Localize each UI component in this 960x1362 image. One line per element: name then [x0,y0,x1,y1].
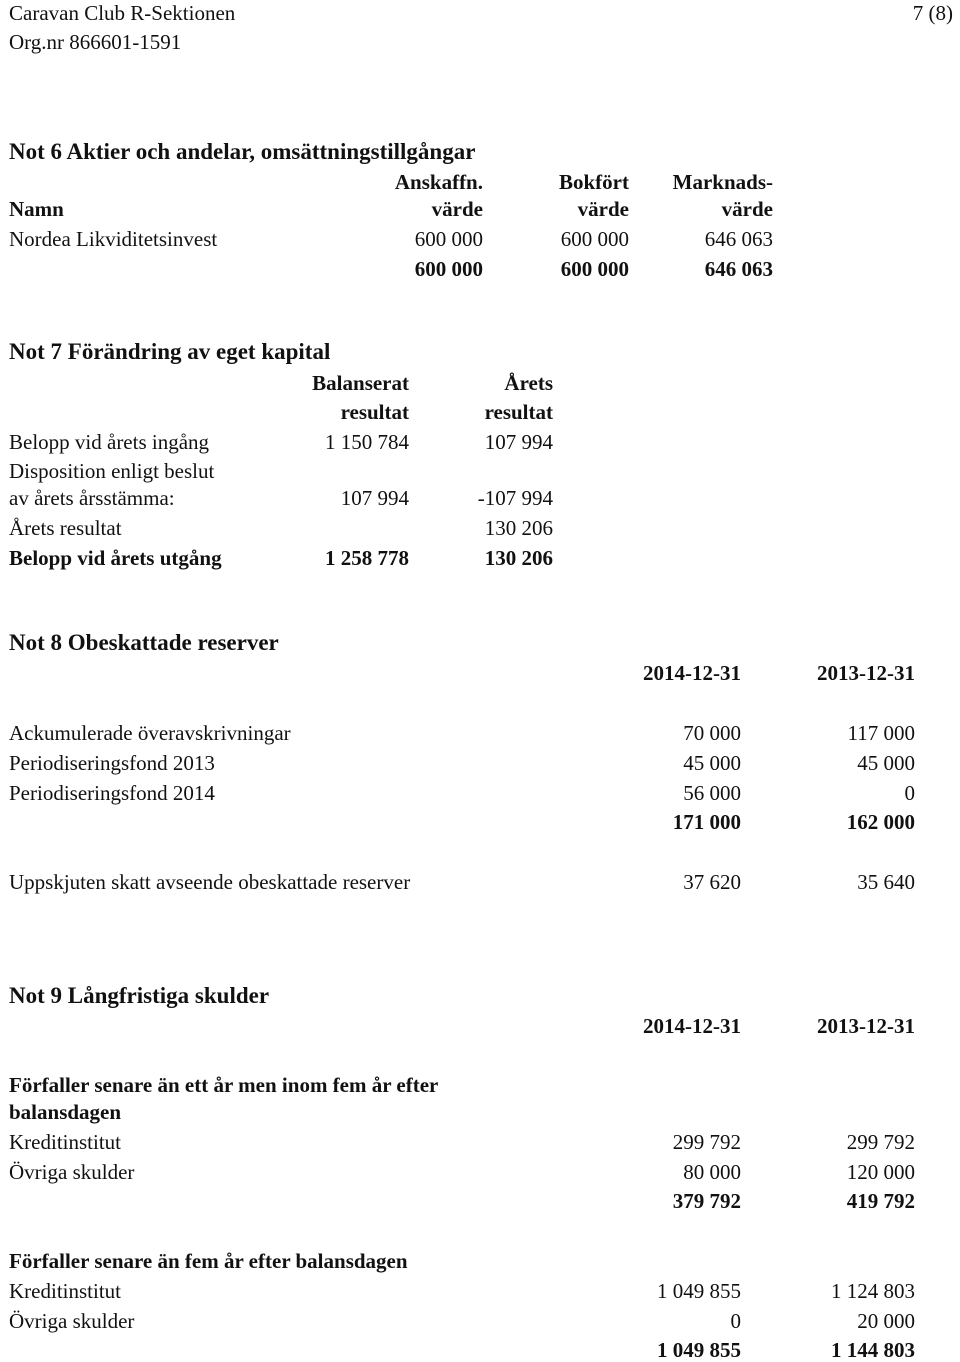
note8-row-v1: 45 000 [683,751,741,775]
note9-col2-header: 2013-12-31 [817,1014,915,1038]
note9-section1-title-line1: Förfaller senare än ett år men inom fem år efter [9,1073,439,1097]
note6-row-label: Nordea Likviditetsinvest [9,227,218,251]
note9-row-v1: 0 [730,1309,741,1333]
note6-col3-header-line2: värde [721,197,773,221]
note8-row-v1: 70 000 [683,721,741,745]
note9-section1-title-line2: balansdagen [9,1100,122,1124]
note7-row-label: Årets resultat [9,516,122,540]
note7-col2-header-line2: resultat [484,400,553,424]
note8-deferred-tax-v2: 35 640 [857,870,915,894]
note6-title: Not 6 Aktier och andelar, omsättningstillgångar [9,139,476,164]
note6-total-v3: 646 063 [704,257,773,281]
note7-title: Not 7 Förändring av eget kapital [9,339,331,364]
note9-row-label: Kreditinstitut [9,1130,121,1154]
note6-name-header: Namn [9,197,64,221]
note7-total-label: Belopp vid årets utgång [9,546,222,570]
note9-row-label: Övriga skulder [9,1309,135,1333]
note8-row-v2: 117 000 [847,721,915,745]
note9-row-v1: 299 792 [672,1130,741,1154]
note7-row-v1: 1 150 784 [325,430,409,454]
org-number: Org.nr 866601-1591 [9,30,182,54]
note9-row-v2: 20 000 [857,1309,915,1333]
note7-row-v1: 107 994 [340,486,409,510]
note7-total-v2: 130 206 [484,546,553,570]
note7-col1-header-line1: Balanserat [312,371,409,395]
note9-row-v2: 120 000 [846,1160,915,1184]
note8-total-v2: 162 000 [846,810,915,834]
note6-col3-header-line1: Marknads- [672,170,773,194]
note8-total-v1: 171 000 [672,810,741,834]
note6-total-v1: 600 000 [414,257,483,281]
note7-row-v2: 130 206 [484,516,553,540]
note9-row-label: Övriga skulder [9,1160,135,1184]
note6-row-v1: 600 000 [414,227,483,251]
note8-deferred-tax-label: Uppskjuten skatt avseende obeskattade reserver [9,870,411,894]
note8-row-v2: 0 [904,781,915,805]
note7-col2-header-line1: Årets [504,371,553,395]
page-number: 7 (8) [912,1,953,25]
note7-row-v2: -107 994 [477,486,553,510]
note7-row-label: av årets årsstämma: [9,486,175,510]
note8-col2-header: 2013-12-31 [817,661,915,685]
note9-col1-header: 2014-12-31 [643,1014,741,1038]
org-name: Caravan Club R-Sektionen [9,1,236,25]
note9-section1-total-v2: 419 792 [846,1189,915,1213]
note6-total-v2: 600 000 [560,257,629,281]
note8-col1-header: 2014-12-31 [643,661,741,685]
note9-row-v1: 1 049 855 [657,1279,741,1303]
note8-row-v2: 45 000 [857,751,915,775]
note9-row-v2: 1 124 803 [831,1279,915,1303]
note8-row-label: Ackumulerade överavskrivningar [9,721,291,745]
note9-row-v1: 80 000 [683,1160,741,1184]
note7-row-label-line1: Disposition enligt beslut [9,459,215,483]
note8-row-label: Periodiseringsfond 2014 [9,781,215,805]
note8-title: Not 8 Obeskattade reserver [9,630,279,655]
note6-col1-header-line1: Anskaffn. [394,170,483,194]
note8-deferred-tax-v1: 37 620 [683,870,741,894]
note9-row-label: Kreditinstitut [9,1279,121,1303]
note8-row-v1: 56 000 [683,781,741,805]
note9-title: Not 9 Långfristiga skulder [9,983,270,1008]
note7-total-v1: 1 258 778 [325,546,409,570]
note9-section2-total-v1: 1 049 855 [657,1338,741,1362]
note7-col1-header-line2: resultat [340,400,409,424]
note7-row-v2: 107 994 [484,430,553,454]
note9-section2-total-v2: 1 144 803 [831,1338,915,1362]
note9-section1-total-v1: 379 792 [672,1189,741,1213]
note8-row-label: Periodiseringsfond 2013 [9,751,215,775]
note6-col2-header-line2: värde [577,197,629,221]
note7-row-label: Belopp vid årets ingång [9,430,210,454]
note6-row-v2: 600 000 [560,227,629,251]
note6-col1-header-line2: värde [431,197,483,221]
note9-row-v2: 299 792 [846,1130,915,1154]
note6-row-v3: 646 063 [704,227,773,251]
note9-section2-title: Förfaller senare än fem år efter balansdagen [9,1249,408,1273]
note6-col2-header-line1: Bokfört [559,170,629,194]
